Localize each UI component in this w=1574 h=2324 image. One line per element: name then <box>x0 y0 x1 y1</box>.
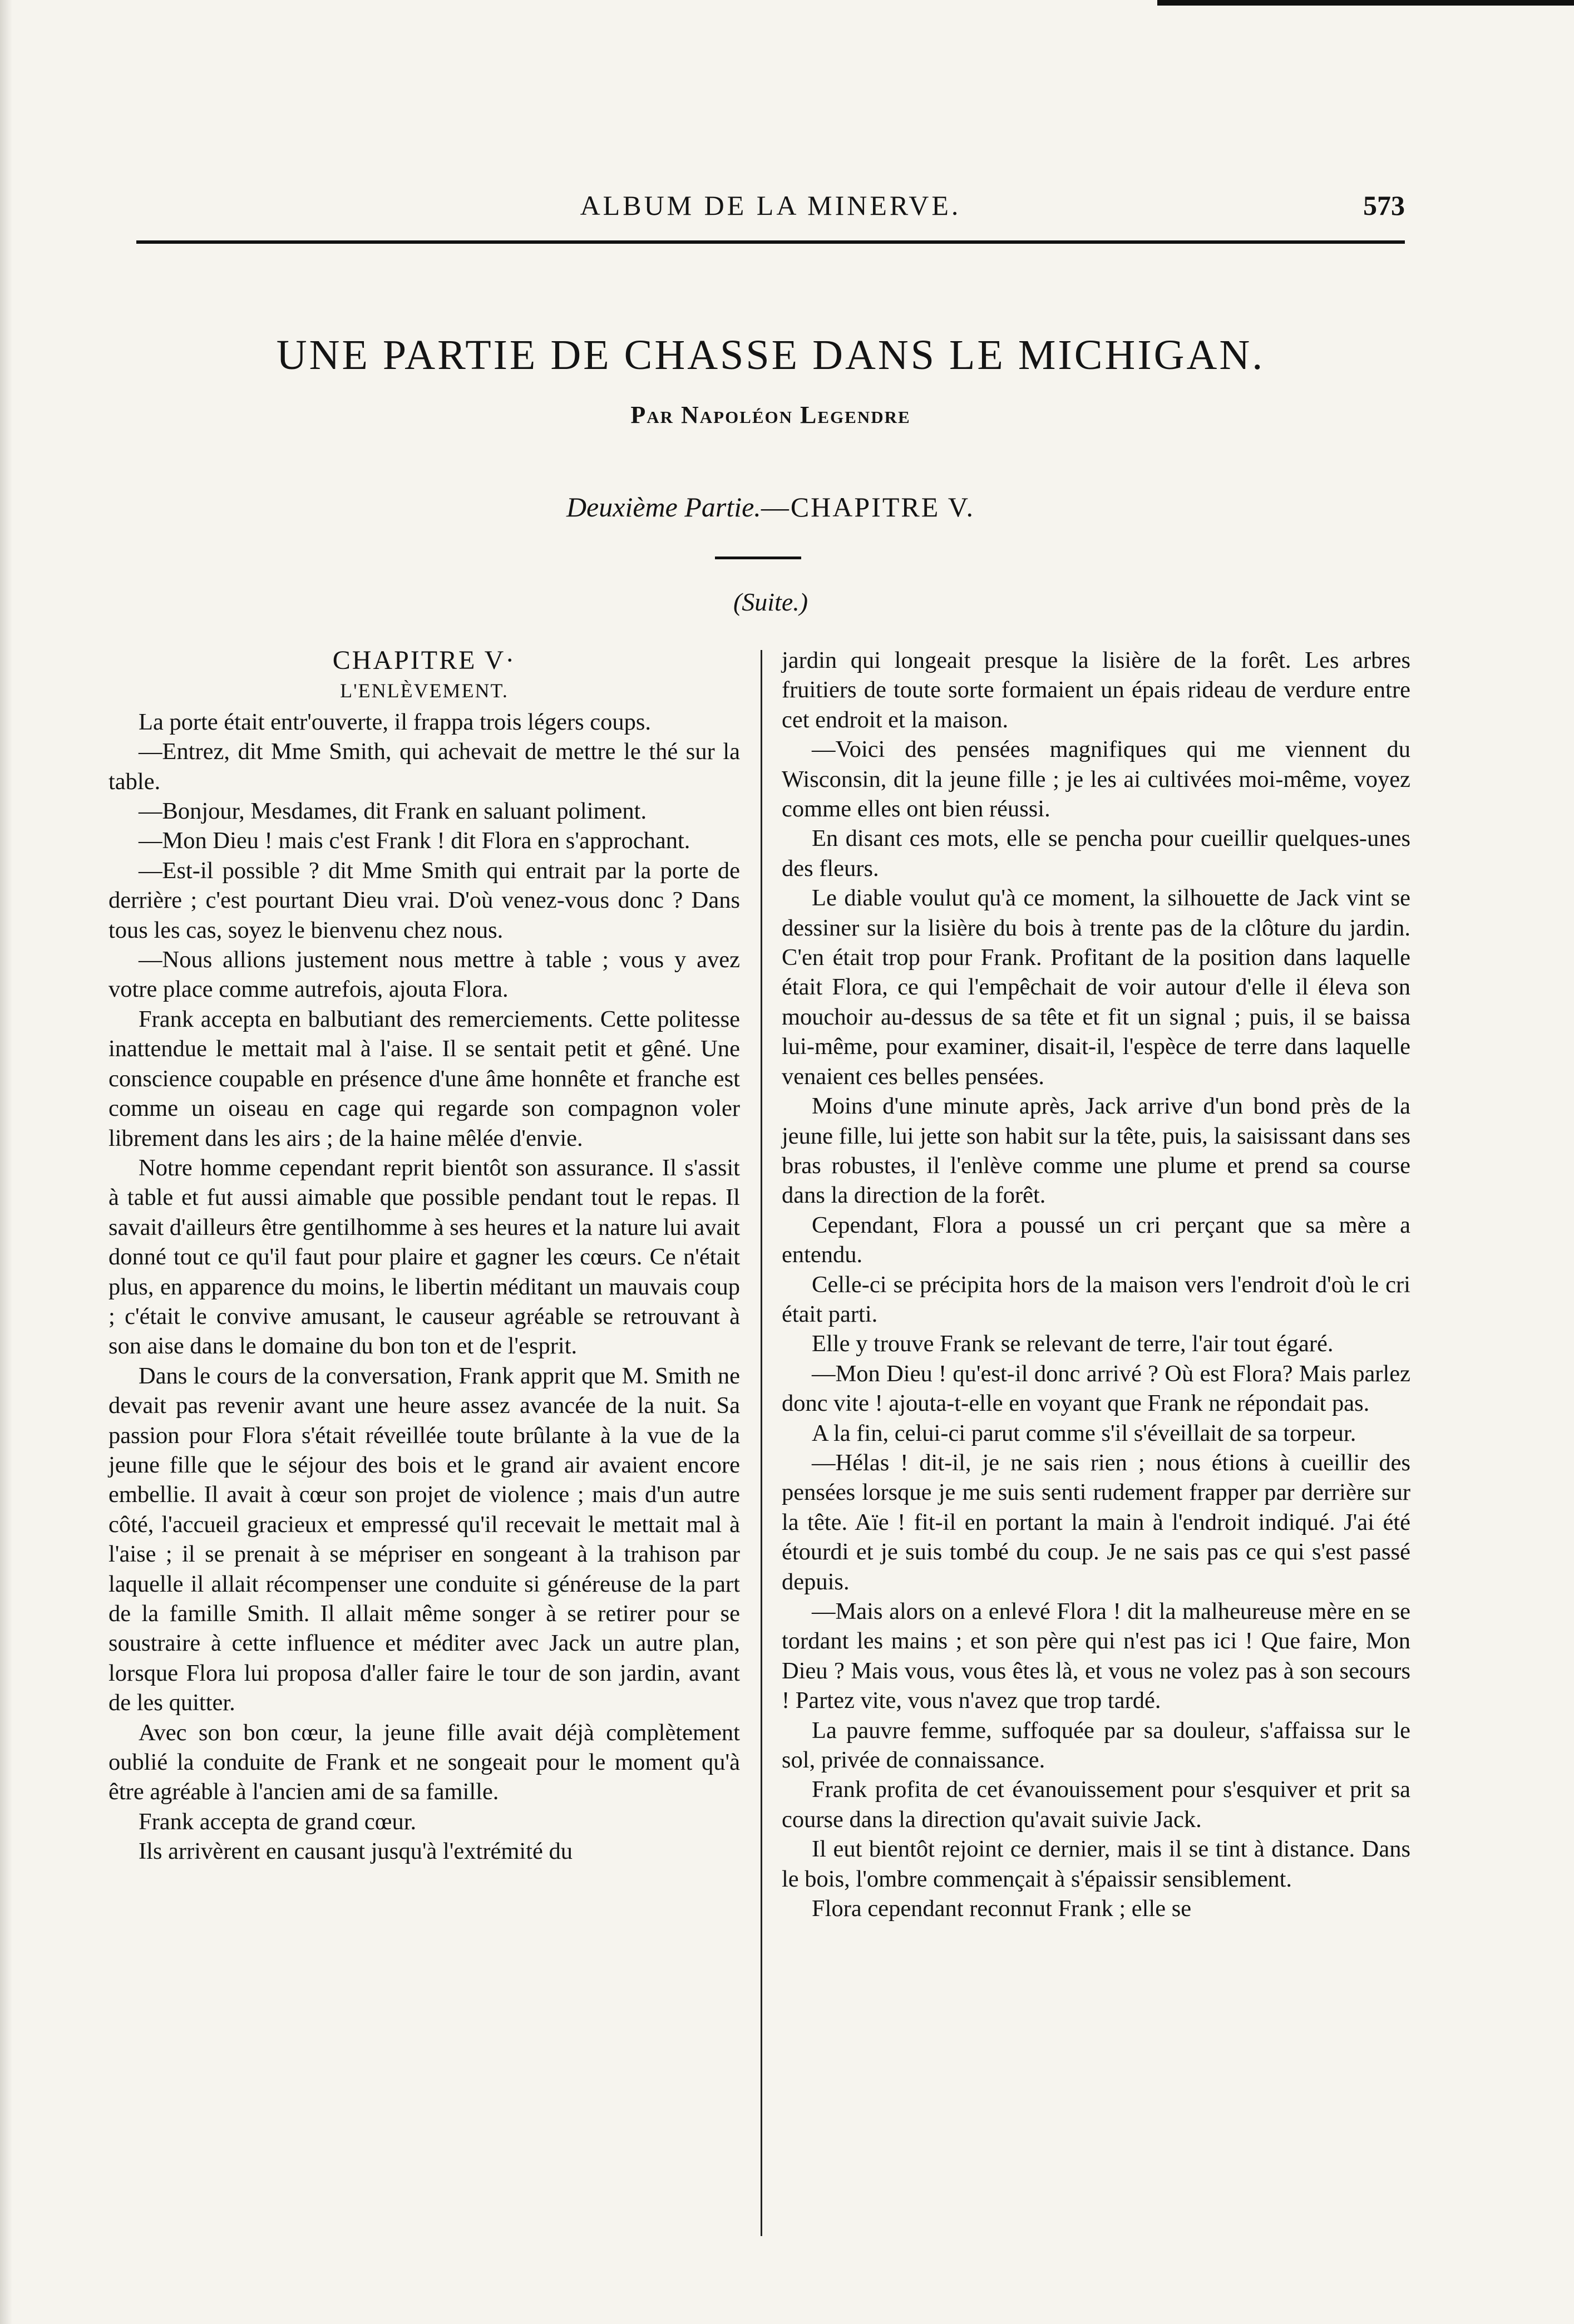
chapter-subtitle: L'ENLÈVEMENT. <box>340 680 509 702</box>
paragraph: Le diable voulut qu'à ce moment, la silhouette de Jack vint se dessiner sur la lisière du bois à trente pas de la clôture du jardin. C'en était trop pour Frank. Profitant de la position dans laquelle était Flora, ce qui l'empêchait de voir autour d'elle il éleva son mouchoir au-dessus de sa tête et fit un signal ; puis, il se baissa lui-même, pour examiner, disait-il, l'espèce de terre dans laquelle venaient ces belles pensées. <box>782 885 1410 1090</box>
paragraph: Celle-ci se précipita hors de la maison vers l'endroit d'où le cri était parti. <box>782 1271 1410 1327</box>
paragraph: —Nous allions justement nous mettre à table ; vous y avez votre place comme autrefois, ajouta Flora. <box>108 947 740 1003</box>
paragraph: —Est-il possible ? dit Mme Smith qui entrait par la porte de derrière ; c'est pourtant Dieu vrai. D'où venez-vous donc ? Dans tous les cas, soyez le bienvenu chez nous. <box>108 857 740 943</box>
paragraph: Il eut bientôt rejoint ce dernier, mais il se tint à distance. Dans le bois, l'ombre commençait à s'épaissir sensiblement. <box>782 1836 1410 1892</box>
paragraph: Frank profita de cet évanouissement pour s'esquiver et prit sa course dans la direction qu'avait suivie Jack. <box>782 1776 1410 1833</box>
paragraph: Frank accepta de grand cœur. <box>139 1808 417 1835</box>
chapter-heading: CHAPITRE V· <box>332 646 516 675</box>
paragraph: —Voici des pensées magnifiques qui me viennent du Wisconsin, dit la jeune fille ; je les ai cultivées moi-même, voyez comme elles ont bien réussi. <box>782 736 1410 823</box>
paragraph: —Mon Dieu ! qu'est-il donc arrivé ? Où est Flora? Mais parlez donc vite ! ajouta-t-elle en voyant que Frank ne répondait pas. <box>782 1360 1410 1417</box>
paragraph: Ils arrivèrent en causant jusqu'à l'extrémité du <box>139 1838 573 1865</box>
running-title: ALBUM DE LA MINERVE. <box>580 190 961 221</box>
right-column <box>782 646 1410 1923</box>
paragraph: —Hélas ! dit-il, je ne sais rien ; nous étions à cueillir des pensées lorsque je me suis senti rudement frapper par derrière sur la tête. Aïe ! fit-il en portant la main à l'endroit indiqué. J'ai été étourdi et je suis tombé du coup. Je ne sais pas ce qui s'est passé depuis. <box>782 1449 1410 1595</box>
paragraph: —Entrez, dit Mme Smith, qui achevait de mettre le thé sur la table. <box>108 738 740 795</box>
paragraph: Elle y trouve Frank se relevant de terre, l'air tout égaré. <box>812 1331 1334 1357</box>
byline-par: Par <box>630 401 674 429</box>
left-column <box>108 646 740 1867</box>
header-rule <box>136 240 1405 244</box>
suite-label: (Suite.) <box>733 588 808 616</box>
paragraph: Flora cependant reconnut Frank ; elle se <box>812 1895 1192 1922</box>
paragraph: La pauvre femme, suffoquée par sa douleur, s'affaissa sur le sol, privée de connaissance. <box>782 1717 1410 1774</box>
paragraph: —Mon Dieu ! mais c'est Frank ! dit Flora en s'approchant. <box>139 828 690 854</box>
paragraph: jardin qui longeait presque la lisière de la forêt. Les arbres fruitiers de toute sorte formaient un épais rideau de verdure entre cet endroit et la maison. <box>782 647 1410 733</box>
article-title: UNE PARTIE DE CHASSE DANS LE MICHIGAN. <box>276 332 1265 378</box>
part-chapter: —CHAPITRE V. <box>761 491 975 523</box>
paragraph: En disant ces mots, elle se pencha pour cueillir quelques-unes des fleurs. <box>782 825 1410 882</box>
part-heading <box>136 491 1405 523</box>
paragraph: Frank accepta en balbutiant des remerciements. Cette politesse inattendue le mettait mal à l'aise. Il se sentait petit et gêné. Une conscience coupable en présence d'une âme honnête et franche est comme un oiseau en cage qui regarde son compagnon voler librement dans les airs ; de la haine mêlée d'envie. <box>108 1006 740 1151</box>
paragraph: Avec son bon cœur, la jeune fille avait déjà complètement oublié la conduite de Frank et ne songeait pour le moment qu'à être agréable à l'ancien ami de sa famille. <box>108 1719 740 1805</box>
page-edge-shadow <box>0 0 12 2324</box>
paragraph: La porte était entr'ouverte, il frappa trois légers coups. <box>139 708 652 735</box>
paragraph: Notre homme cependant reprit bientôt son assurance. Il s'assit à table et fut aussi aimable que possible pendant tout le repas. Il savait d'ailleurs être gentilhomme à ses heures et la nature lui avait donné tout ce qu'il faut pour plaire et gagner les cœurs. Ce n'était plus, en apparence du moins, le libertin méditant un mauvais coup ; c'était le convive amusant, le causeur agréable se retrouvant à son aise dans le domaine du bon ton et de l'esprit. <box>108 1154 740 1360</box>
page-number: 573 <box>1363 190 1405 221</box>
top-border-rule <box>1157 0 1574 6</box>
paragraph: —Bonjour, Mesdames, dit Frank en saluant poliment. <box>139 798 647 825</box>
part-label: Deuxième Partie. <box>566 491 761 523</box>
paragraph: Cependant, Flora a poussé un cri perçant que sa mère a entendu. <box>782 1212 1410 1268</box>
byline-author: Napoléon Legendre <box>680 401 911 429</box>
paragraph: Dans le cours de la conversation, Frank apprit que M. Smith ne devait pas revenir avant une heure assez avancée de la nuit. Sa passion pour Flora s'était réveillée toute brûlante à la vue de la jeune fille que le séjour des bois et le grand air avaient encore embellie. Il avait à cœur son projet de violence ; mais d'un autre côté, l'accueil gracieux et empressé qu'il recevait le mettait mal à l'aise ; il se prenait à se mépriser en songeant à la trahison par laquelle il allait récompenser une conduite si généreuse de la part de la famille Smith. Il allait même songer à se retirer pour se soustraire à cette influence et méditer avec Jack un autre plan, lorsque Flora lui proposa d'aller faire le tour de son jardin, avant de les quitter. <box>108 1362 740 1716</box>
byline <box>136 401 1405 429</box>
paragraph: Moins d'une minute après, Jack arrive d'un bond près de la jeune fille, lui jette son habit sur la tête, puis, la saisissant dans ses bras robustes, il l'enlève comme une plume et prend sa course dans la direction de la forêt. <box>782 1093 1410 1209</box>
section-rule <box>715 557 801 559</box>
paragraph: A la fin, celui-ci parut comme s'il s'éveillait de sa torpeur. <box>812 1420 1356 1446</box>
column-divider <box>761 650 762 2236</box>
running-head <box>136 184 1405 228</box>
paragraph: —Mais alors on a enlevé Flora ! dit la malheureuse mère en se tordant les mains ; et son père qui n'est pas ici ! Que faire, Mon Dieu ? Mais vous, vous êtes là, et vous ne volez pas à son secours ! Partez vite, vous n'avez que trop tardé. <box>782 1598 1410 1714</box>
